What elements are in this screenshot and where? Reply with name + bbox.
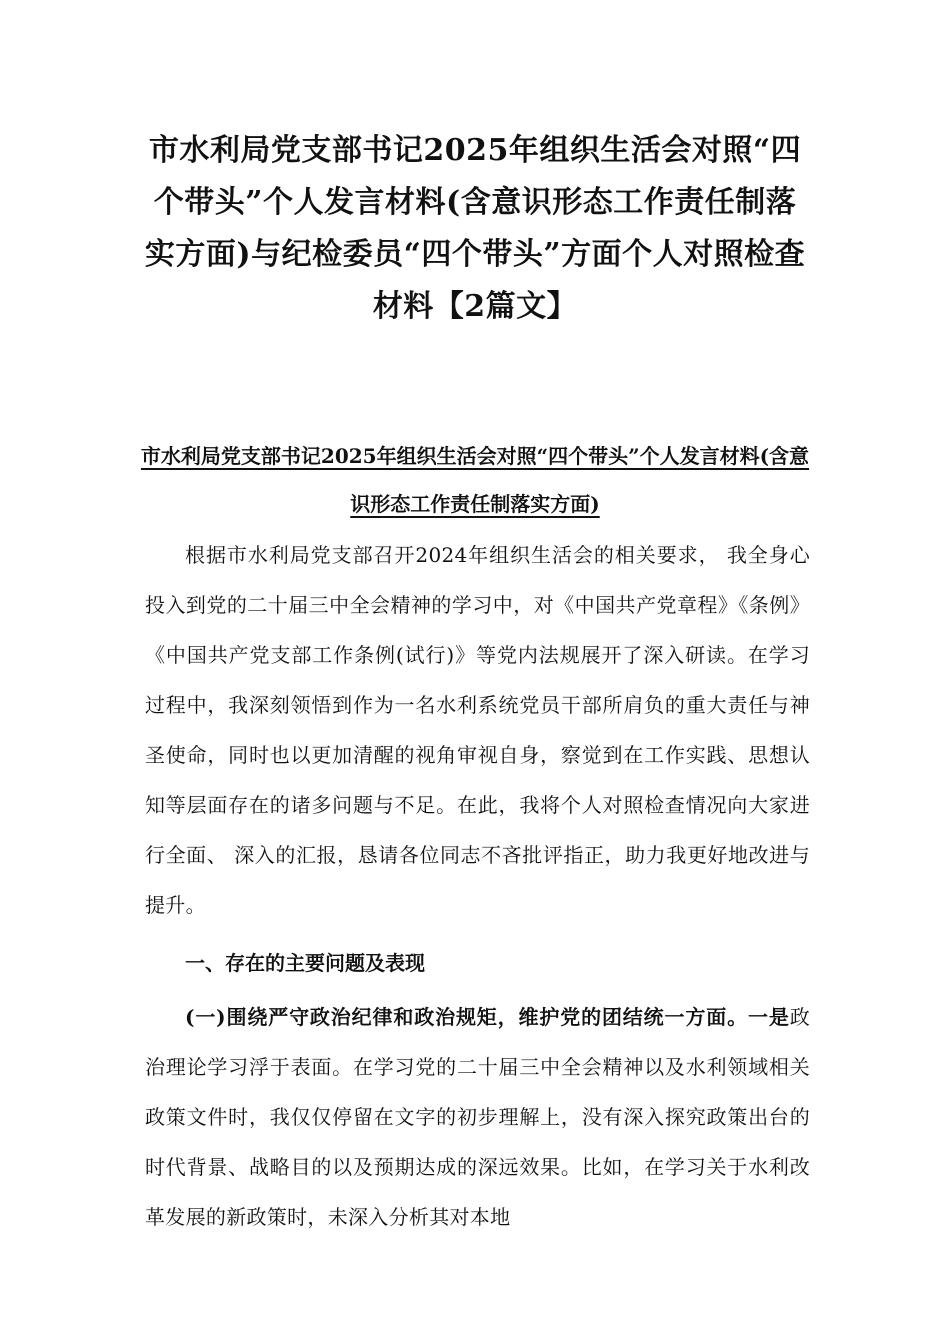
sub-paragraph-text: 政治理论学习浮于表面。在学习党的二十届三中全会精神以及水利领域相关政策文件时，我仅仅停留在文字的初步理解上，没有深入探究政策出台的时代背景、战略目的以及预期达成的深远效果。比如，在学习关于水利改革发展的新政策时，未深入分析其对本地 — [145, 1005, 810, 1229]
problem-paragraph — [145, 992, 810, 1242]
heading-main-problems: 一、存在的主要问题及表现 — [185, 951, 425, 975]
section-title — [140, 432, 810, 528]
section-title-text: 市水利局党支部书记2025年组织生活会对照“四个带头”个人发言材料(含意识形态工作责任制落实方面) — [140, 444, 810, 516]
intro-paragraph: 根据市水利局党支部召开2024年组织生活会的相关要求， 我全身心投入到党的二十届三中全会精神的学习中，对《中国共产党章程》《条例》《中国共产党支部工作条例(试行)》等党内法规展开了深入研读。在学习过程中，我深刻领悟到作为一名水利系统党员干部所肩负的重大责任与神圣使命，同时也以更加清醒的视角审视自身，察觉到在工作实践、思想认知等层面存在的诸多问题与不足。在此，我将个人对照检查情况向大家进行全面、 深入的汇报，恳请各位同志不吝批评指正，助力我更好地改进与提升。 — [145, 543, 810, 917]
document-body — [145, 530, 810, 1242]
sub-heading-political-discipline: (一)围绕严守政治纪律和政治规矩，维护党的团结统一方面。一是 — [185, 1005, 790, 1029]
document-main-title: 市水利局党支部书记2025年组织生活会对照“四个带头”个人发言材料(含意识形态工作责任制落实方面)与纪检委员“四个带头”方面个人对照检查材料【2篇文】 — [144, 133, 806, 324]
